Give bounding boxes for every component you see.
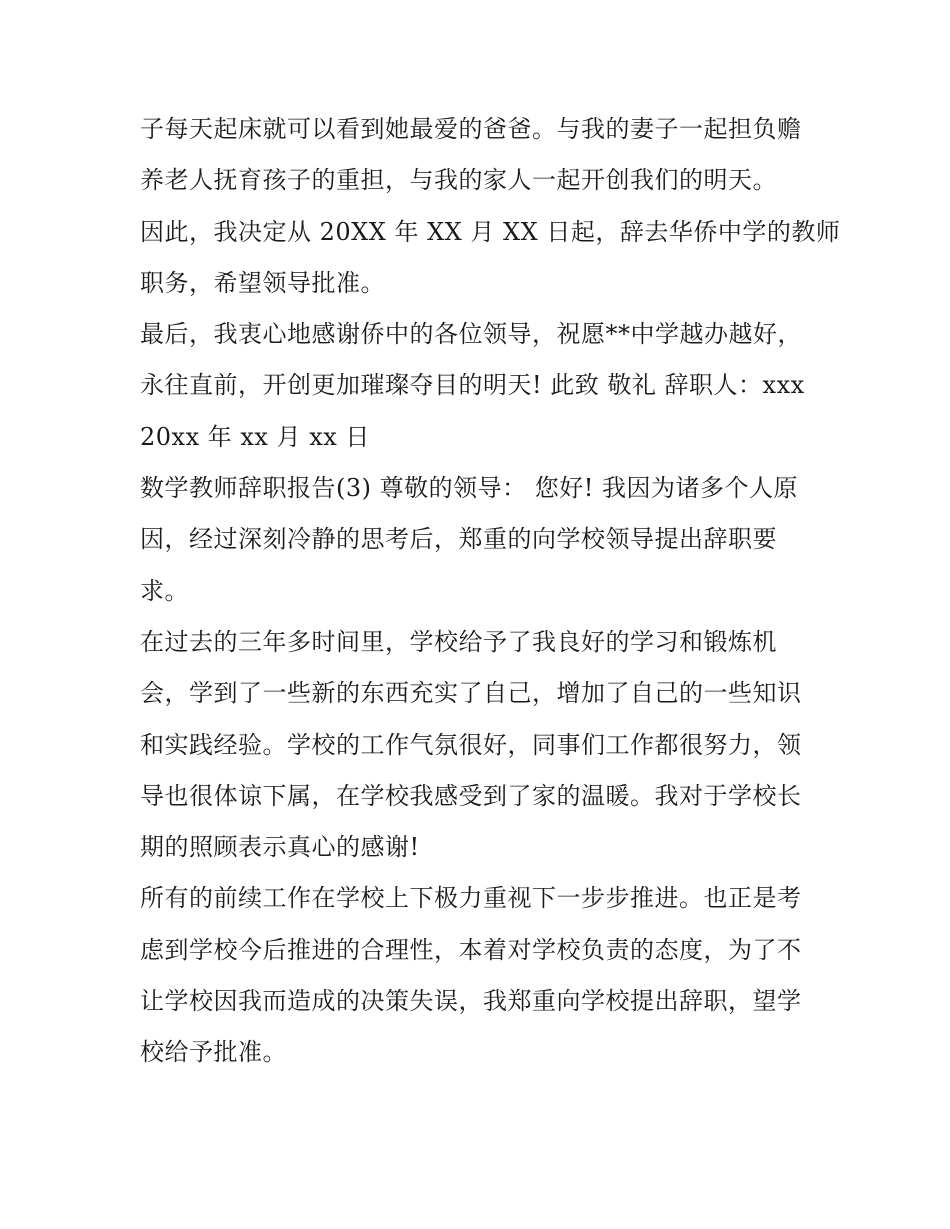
text-line-7: 20xx 年 xx 月 xx 日 <box>140 422 370 451</box>
text-line-14: 导也很体谅下属，在学校我感受到了家的温暖。我对于学校长 <box>140 781 802 810</box>
text-line-17: 虑到学校今后推进的合理性，本着对学校负责的态度，为了不 <box>140 935 802 964</box>
text-line-9: 因，经过深刻冷静的思考后，郑重的向学校领导提出辞职要 <box>140 525 777 554</box>
text-line-2: 养老人抚育孩子的重担，与我的家人一起开创我们的明天。 <box>140 166 777 195</box>
text-line-15: 期的照顾表示真心的感谢! <box>140 833 420 862</box>
text-line-4: 职务，希望领导批准。 <box>140 268 385 297</box>
text-line-12: 会，学到了一些新的东西充实了自己，增加了自己的一些知识 <box>140 679 802 708</box>
text-line-19: 校给予批准。 <box>140 1038 287 1067</box>
text-line-10: 求。 <box>140 576 189 605</box>
text-line-5: 最后，我衷心地感谢侨中的各位领导，祝愿**中学越办越好， <box>140 320 802 349</box>
text-line-6: 永往直前，开创更加璀璨夺目的明天! 此致 敬礼 辞职人：xxx <box>140 371 805 400</box>
text-line-11: 在过去的三年多时间里，学校给予了我良好的学习和锻炼机 <box>140 627 777 656</box>
text-line-16: 所有的前续工作在学校上下极力重视下一步步推进。也正是考 <box>140 884 802 913</box>
text-line-1: 子每天起床就可以看到她最爱的爸爸。与我的妻子一起担负赡 <box>140 115 802 143</box>
text-line-13: 和实践经验。学校的工作气氛很好，同事们工作都很努力，领 <box>140 730 802 759</box>
document-body <box>140 104 841 1079</box>
text-line-8: 数学教师辞职报告(3) 尊敬的领导： 您好! 我因为诸多个人原 <box>140 474 799 503</box>
text-line-18: 让学校因我而造成的决策失误，我郑重向学校提出辞职，望学 <box>140 987 802 1016</box>
text-line-3: 因此，我决定从 20XX 年 XX 月 XX 日起，辞去华侨中学的教师 <box>140 217 841 246</box>
